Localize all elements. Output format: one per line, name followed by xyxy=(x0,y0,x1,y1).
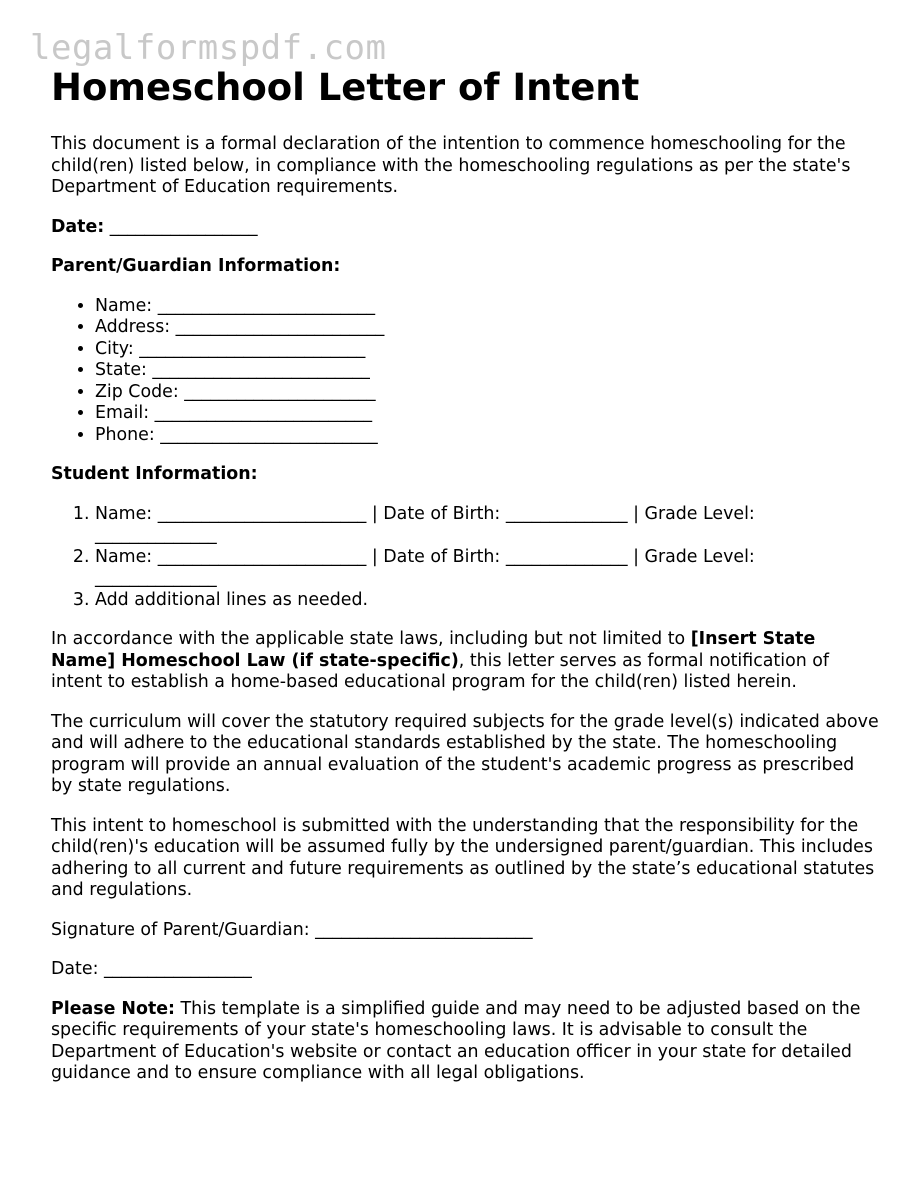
law-text-before: In accordance with the applicable state laws, including but not limited to xyxy=(51,629,691,649)
signature-date-line: Date: _________________ xyxy=(51,959,252,979)
please-note-label: Please Note: xyxy=(51,998,176,1019)
student-row-2: 2. Name: ________________________ | Date of Birth: ______________ | Grade Level: ______________ xyxy=(95,547,881,590)
intro-paragraph: This document is a formal declaration of the intention to commence homeschooling for the child(ren) listed below, in compliance with the homeschooling regulations as per the state's Department of Education requirements. xyxy=(51,134,851,197)
parent-field-state: • State: _________________________ xyxy=(95,360,881,382)
date-blank: _________________ xyxy=(109,216,258,237)
signature-line: Signature of Parent/Guardian: _________________________ xyxy=(51,919,533,940)
parent-field-city: • City: __________________________ xyxy=(95,339,881,361)
parent-field-email: • Email: _________________________ xyxy=(95,403,881,425)
parent-fields-list xyxy=(51,296,881,447)
student-row-additional: 3. Add additional lines as needed. xyxy=(95,590,881,612)
document-page xyxy=(51,66,881,1085)
responsibility-paragraph: This intent to homeschool is submitted with the understanding that the responsibility for the child(ren)'s education will be assumed fully by the undersigned parent/guardian. This includes adhering to all current and future requirements as outlined by the state’s educational statutes and regulations. xyxy=(51,815,875,900)
parent-field-zip: • Zip Code: ______________________ xyxy=(95,382,881,404)
student-heading: Student Information: xyxy=(51,464,258,484)
law-paragraph xyxy=(51,629,881,694)
parent-field-name: • Name: _________________________ xyxy=(95,296,881,318)
watermark-logo: legalformspdf.com xyxy=(30,28,387,68)
law-text-after: , this letter serves as formal notification of intent to establish a home-based educational program for the child(ren) listed herein. xyxy=(51,650,830,692)
parent-field-address: • Address: ________________________ xyxy=(95,317,881,339)
parent-heading: Parent/Guardian Information: xyxy=(51,256,341,276)
student-fields-list xyxy=(51,504,881,612)
document-title: Homeschool Letter of Intent xyxy=(51,66,640,109)
student-row-1: 1. Name: ________________________ | Date of Birth: ______________ | Grade Level: ______________ xyxy=(95,504,881,547)
parent-field-phone: • Phone: _________________________ xyxy=(95,425,881,447)
date-label: Date: xyxy=(51,216,105,237)
date-field xyxy=(51,217,881,239)
please-note-text: This template is a simplified guide and may need to be adjusted based on the specific requirements of your state's homeschooling laws. It is advisable to consult the Department of Education's website or contact an education officer in your state for detailed guidance and to ensure compliance with all legal obligations. xyxy=(51,998,861,1083)
curriculum-paragraph: The curriculum will cover the statutory required subjects for the grade level(s) indicated above and will adhere to the educational standards established by the state. The homeschooling program will provide an annual evaluation of the student's academic progress as prescribed by state regulations. xyxy=(51,711,879,796)
state-law-placeholder: [Insert State Name] Homeschool Law (if state-specific) xyxy=(51,629,816,671)
please-note-paragraph xyxy=(51,999,881,1085)
